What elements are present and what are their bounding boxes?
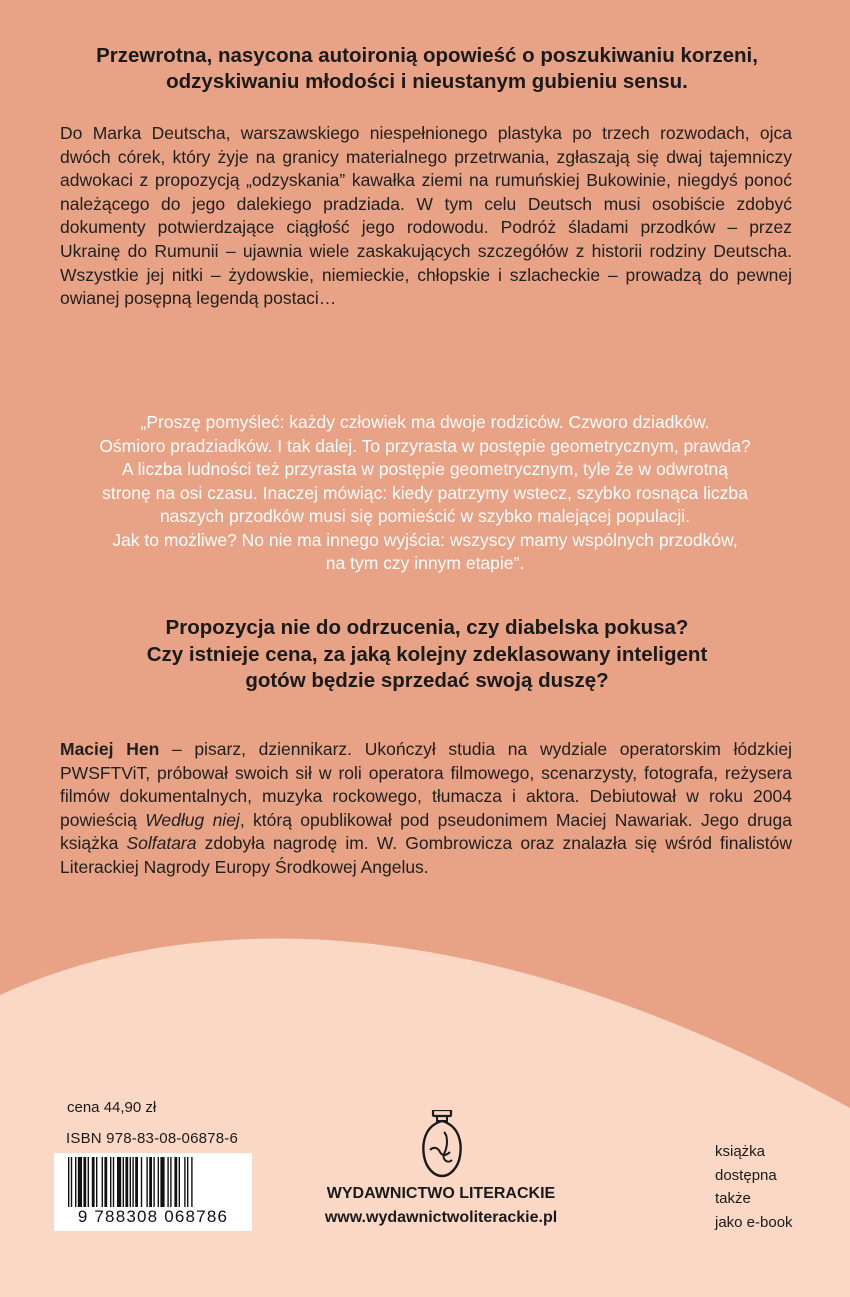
ebook-line: dostępna — [715, 1166, 777, 1184]
barcode-bar — [160, 1157, 164, 1207]
logo-icon — [418, 1110, 466, 1178]
quote-line: A liczba ludności też przyrasta w postępie geometrycznym, tyle że w odwrotną — [122, 459, 728, 479]
barcode-bar — [167, 1157, 168, 1207]
barcode-bar — [113, 1157, 114, 1207]
quote-line: Jak to możliwe? No nie ma innego wyjścia: wszyscy mamy wspólnych przodków, — [112, 529, 738, 550]
barcode-bar — [141, 1157, 142, 1207]
barcode-bar — [78, 1157, 82, 1207]
barcode-bar — [179, 1157, 180, 1207]
barcode-bar — [110, 1157, 111, 1207]
barcode-bar — [96, 1157, 97, 1207]
barcode-bar — [158, 1157, 159, 1207]
isbn-label: ISBN 978-83-08-06878-6 — [66, 1130, 239, 1147]
quote-line: stronę na osi czasu. Inaczej mówiąc: kiedy patrzymy wstecz, szybko rosnąca liczba — [102, 482, 748, 503]
barcode — [54, 1153, 252, 1231]
bio-text: zdobyła nagrodę im. W. Gombrowicza oraz znalazła się wśród finalistów Literackiej Nagrody Europy Środkowej Angelus. — [60, 833, 792, 877]
barcode-bar — [88, 1157, 89, 1207]
barcode-bar — [75, 1157, 76, 1207]
barcode-bar — [191, 1157, 192, 1207]
headline: Przewrotna, nasycona autoironią opowieść o poszukiwaniu korzeni, odzyskiwaniu młodości i nieustanym gubieniu sensu. — [96, 44, 758, 93]
barcode-bar — [184, 1157, 185, 1207]
barcode-bar — [104, 1157, 107, 1207]
barcode-bar — [68, 1157, 69, 1207]
barcode-bar — [132, 1157, 133, 1207]
barcode-bar — [117, 1157, 121, 1207]
publisher-name: WYDAWNICTWO LITERACKIE — [326, 1185, 556, 1202]
barcode-bar — [125, 1157, 128, 1207]
barcode-bar — [170, 1157, 171, 1207]
quote-line: „Proszę pomyśleć: każdy człowiek ma dwoje rodziców. Czworo dziadków. — [140, 412, 710, 432]
barcode-bar — [135, 1157, 138, 1207]
price-label: cena 44,90 zł — [67, 1099, 157, 1116]
barcode-bar — [92, 1157, 95, 1207]
question-line: Propozycja nie do odrzucenia, czy diabelska pokusa? — [165, 616, 689, 639]
barcode-bar — [174, 1157, 177, 1207]
barcode-bar — [102, 1157, 103, 1207]
barcode-digits: 9 788308 068786 — [77, 1207, 229, 1226]
bio-text: – pisarz, dziennikarz. Ukończył studia na wydziale operatorskim łódzkiej PWSFTViT, próbował swoich sił w roli operatora filmowego, scenarzysty, fotografa, reżysera filmów dokumentalnych, muzyka rockowego, tłumacza i aktora. Debiutował w roku 2004 powieścią — [60, 739, 792, 830]
barcode-bar — [187, 1157, 188, 1207]
blurb-paragraph: Do Marka Deutscha, warszawskiego niespełnionego plastyka po trzech rozwodach, ojca dwóch córek, który żyje na granicy materialnego przetrwania, zgłaszają się dwaj tajemniczy adwokaci z propozycją „odzyskania” kawałka ziemi na rumuńskiej Bukowinie, niegdyś ponoć należącego do jego dalekiego pradziada. W tym celu Deutsch musi osobiście zdobyć dokumenty potwierdzające ciągłość jego rodowodu. Podróż śladami przodków – przez Ukrainę do Rumunii – ujawnia wiele zaskakujących szczegółów z historii rodziny Deutscha. Wszystkie jej nitki – żydowskie, niemieckie, chłopskie i szlacheckie – prowadzą do pewnej owianej posępną legendą postaci… — [60, 123, 792, 309]
barcode-bar — [146, 1157, 147, 1207]
ebook-line: książka — [715, 1143, 766, 1160]
barcode-bar — [153, 1157, 154, 1207]
author-name: Maciej Hen — [60, 739, 160, 759]
barcode-bar — [83, 1157, 86, 1207]
ebook-line: jako e-book — [715, 1213, 793, 1231]
book-title: Solfatara — [126, 833, 197, 854]
quote-line: Ośmioro pradziadków. I tak dalej. To przyrasta w postępie geometrycznym, prawda? — [99, 435, 751, 456]
author-bio — [60, 738, 792, 880]
barcode-bar — [71, 1157, 72, 1207]
question-block — [62, 615, 792, 695]
publisher-logo — [418, 1110, 466, 1178]
quote-line: naszych przodków musi się pomieścić w szybko malejącej populacji. — [159, 506, 691, 526]
barcode-bar — [130, 1157, 131, 1207]
quote-line: na tym czy innym etapie”. — [325, 553, 525, 573]
ebook-note — [715, 1140, 825, 1234]
barcode-bar — [149, 1157, 152, 1207]
bio-text: , którą opublikował pod pseudonimem Maciej Nawariak. Jego druga książka — [60, 809, 792, 854]
barcode-bar — [123, 1157, 124, 1207]
question-line: gotów będzie sprzedać swoją duszę? — [245, 669, 609, 692]
publisher-url[interactable]: www.wydawnictwoliterackie.pl — [324, 1209, 558, 1226]
question-line: Czy istnieje cena, za jaką kolejny zdeklasowany inteligent — [146, 642, 708, 666]
quote-block — [64, 411, 786, 576]
ebook-line: także — [715, 1190, 751, 1207]
book-title: Według niej — [145, 809, 240, 830]
